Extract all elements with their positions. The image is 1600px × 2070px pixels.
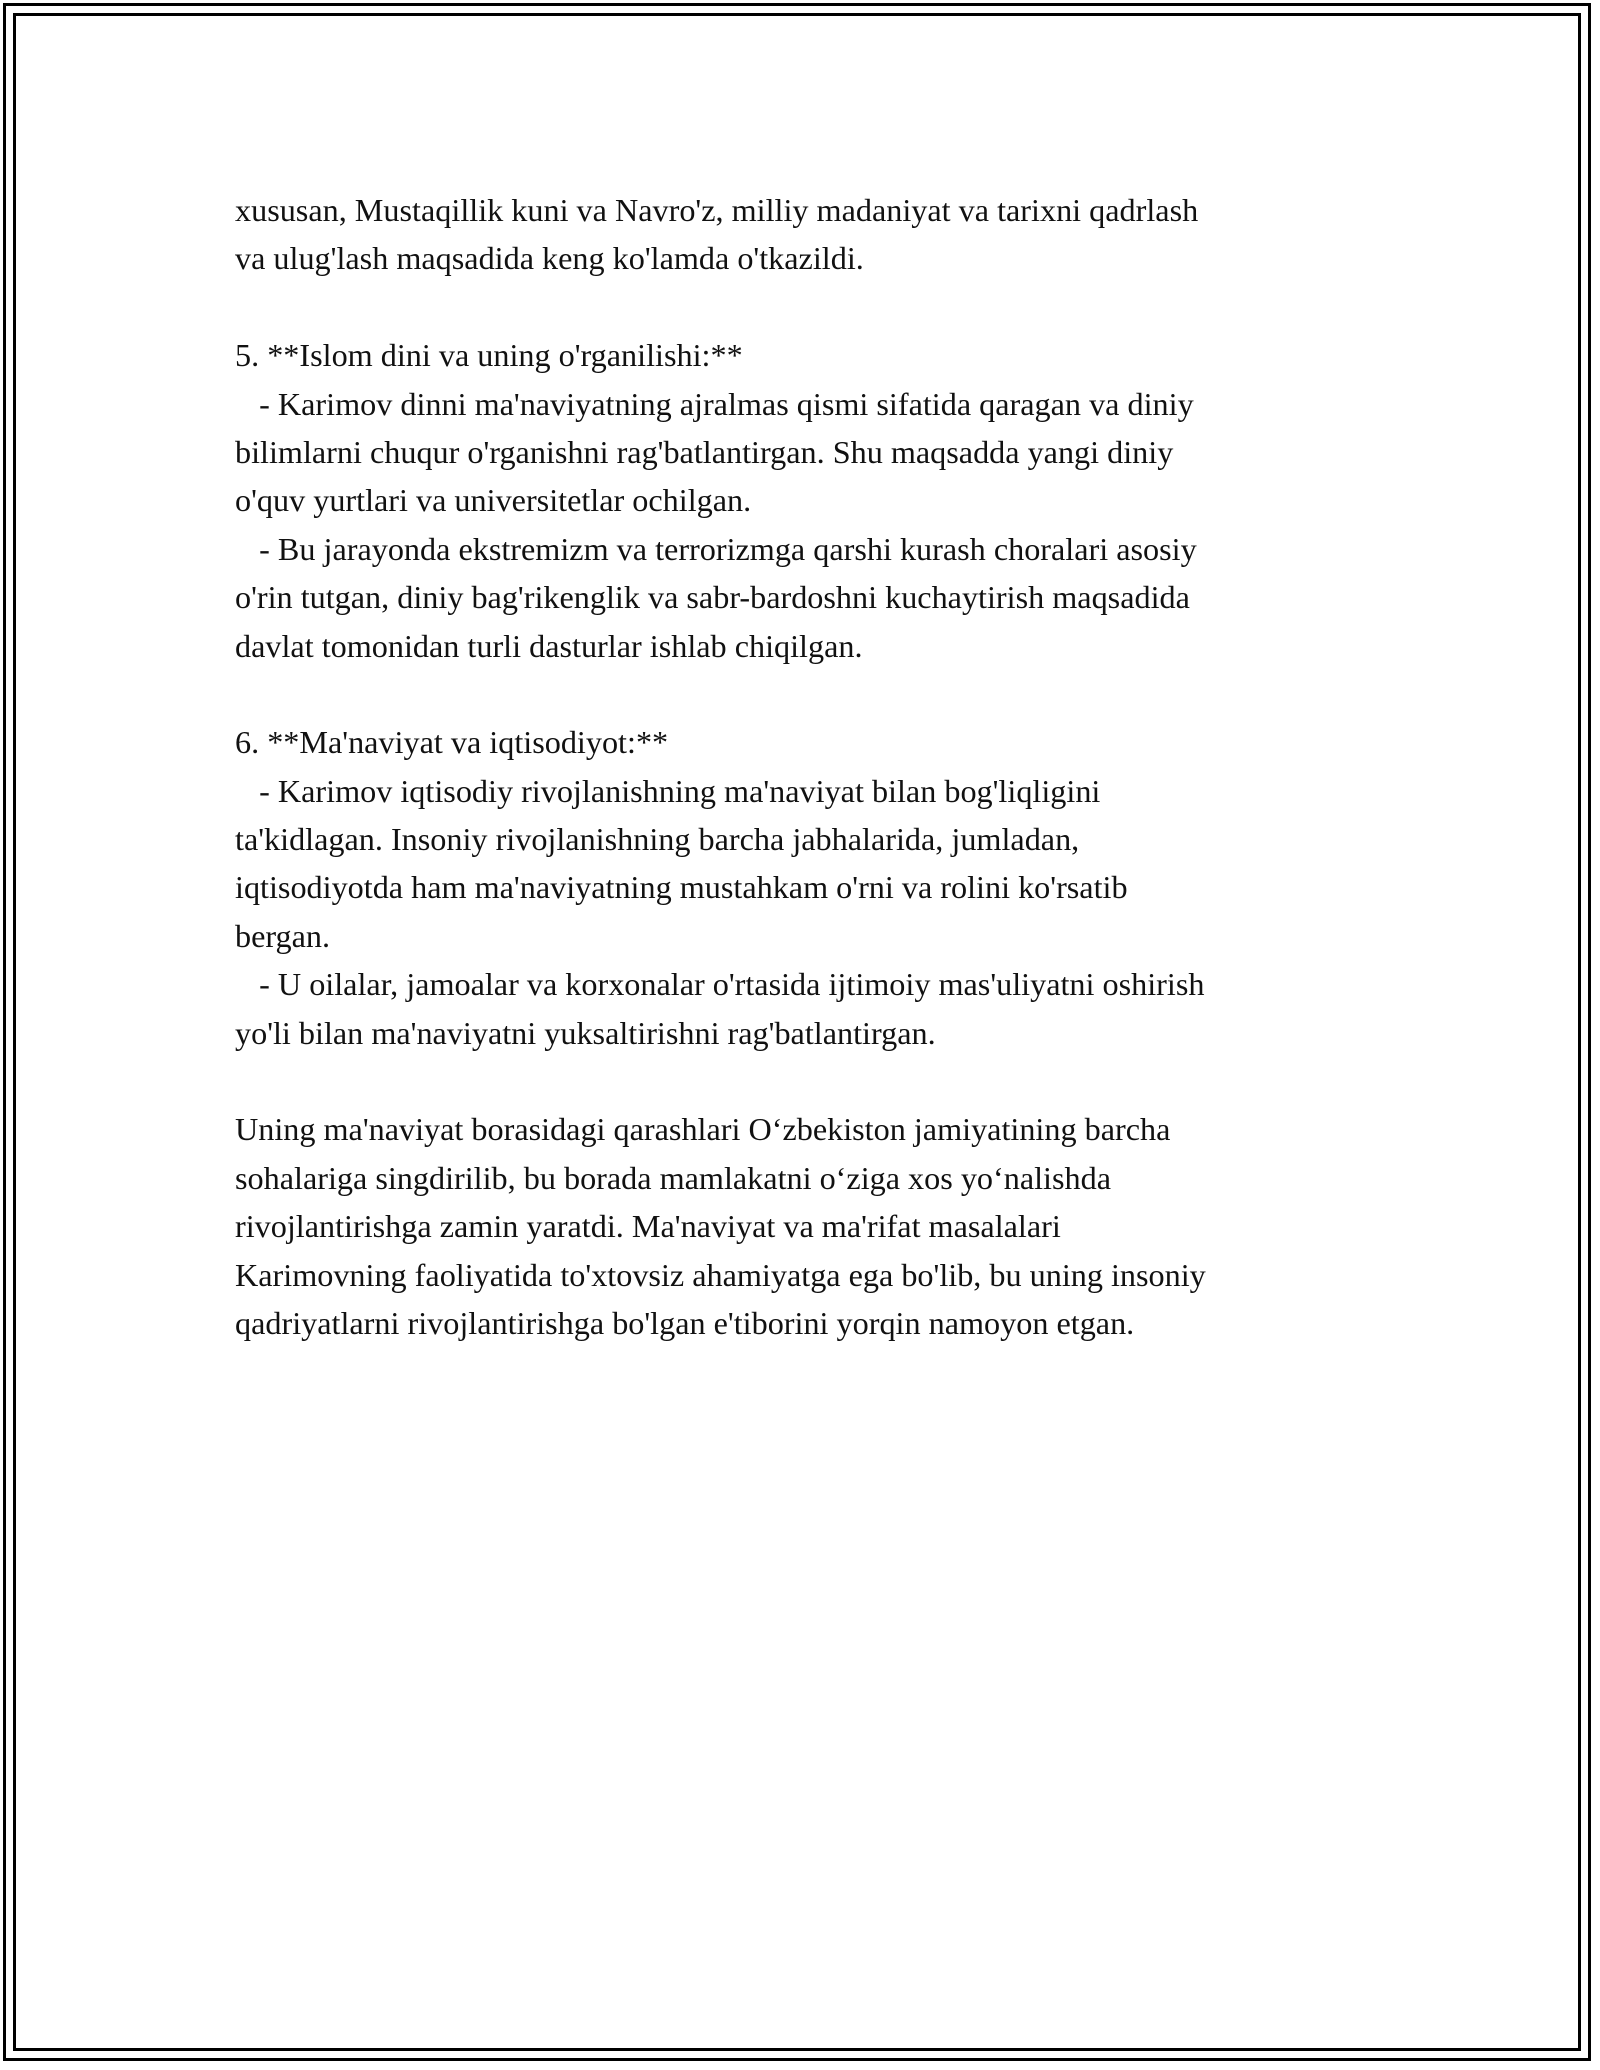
- text-line: qadriyatlarni rivojlantirishga bo'lgan e'tiborini yorqin namoyon etgan.: [235, 1304, 1135, 1341]
- text-line: o'rin tutgan, diniy bag'rikenglik va sabr-bardoshni kuchaytirish maqsadida: [235, 579, 1190, 616]
- section-6-bullet-1: [235, 767, 1365, 961]
- section-6: [235, 718, 1365, 1057]
- conclusion-paragraph: [235, 1105, 1365, 1347]
- text-line: - Bu jarayonda ekstremizm va terrorizmga qarshi kurash choralari asosiy: [235, 530, 1197, 567]
- text-line: sohalariga singdirilib, bu borada mamlakatni o‘ziga xos yo‘nalishda: [235, 1159, 1111, 1196]
- text-line: yo'li bilan ma'naviyatni yuksaltirishni rag'batlantirgan.: [235, 1014, 936, 1051]
- text-line: bergan.: [235, 917, 331, 954]
- document-body: [235, 186, 1365, 1347]
- text-line: iqtisodiyotda ham ma'naviyatning mustahkam o'rni va rolini ko'rsatib: [235, 869, 1128, 906]
- text-line: - Karimov iqtisodiy rivojlanishning ma'naviyat bilan bog'liqligini: [235, 772, 1101, 809]
- section-6-bullet-2: [235, 960, 1365, 1057]
- text-line: - Karimov dinni ma'naviyatning ajralmas qismi sifatida qaragan va diniy: [235, 385, 1194, 422]
- text-line: Uning ma'naviyat borasidagi qarashlari O‘zbekiston jamiyatining barcha: [235, 1111, 1171, 1148]
- text-line: bilimlarni chuqur o'rganishni rag'batlantirgan. Shu maqsadda yangi diniy: [235, 433, 1174, 470]
- paragraph-gap: [235, 283, 1365, 331]
- text-line: o'quv yurtlari va universitetlar ochilgan.: [235, 482, 752, 519]
- section-5: [235, 331, 1365, 670]
- section-heading: 6. **Ma'naviyat va iqtisodiyot:**: [235, 724, 669, 761]
- section-5-bullet-1: [235, 380, 1365, 525]
- text-line: ta'kidlagan. Insoniy rivojlanishning barcha jabhalarida, jumladan,: [235, 821, 1080, 858]
- text-line: xususan, Mustaqillik kuni va Navro'z, milliy madaniyat va tarixni qadrlash: [235, 192, 1199, 228]
- text-line: davlat tomonidan turli dasturlar ishlab chiqilgan.: [235, 627, 863, 664]
- section-5-bullet-2: [235, 525, 1365, 670]
- paragraph-gap: [235, 670, 1365, 718]
- text-line: Karimovning faoliyatida to'xtovsiz ahamiyatga ega bo'lib, bu uning insoniy: [235, 1256, 1206, 1293]
- text-line: rivojlantirishga zamin yaratdi. Ma'naviyat va ma'rifat masalalari: [235, 1208, 1061, 1245]
- section-heading: 5. **Islom dini va uning o'rganilishi:**: [235, 337, 743, 374]
- intro-paragraph: [235, 186, 1365, 283]
- text-line: - U oilalar, jamoalar va korxonalar o'rtasida ijtimoiy mas'uliyatni oshirish: [235, 966, 1205, 1003]
- text-line: va ulug'lash maqsadida keng ko'lamda o'tkazildi.: [235, 240, 864, 277]
- paragraph-gap: [235, 1057, 1365, 1105]
